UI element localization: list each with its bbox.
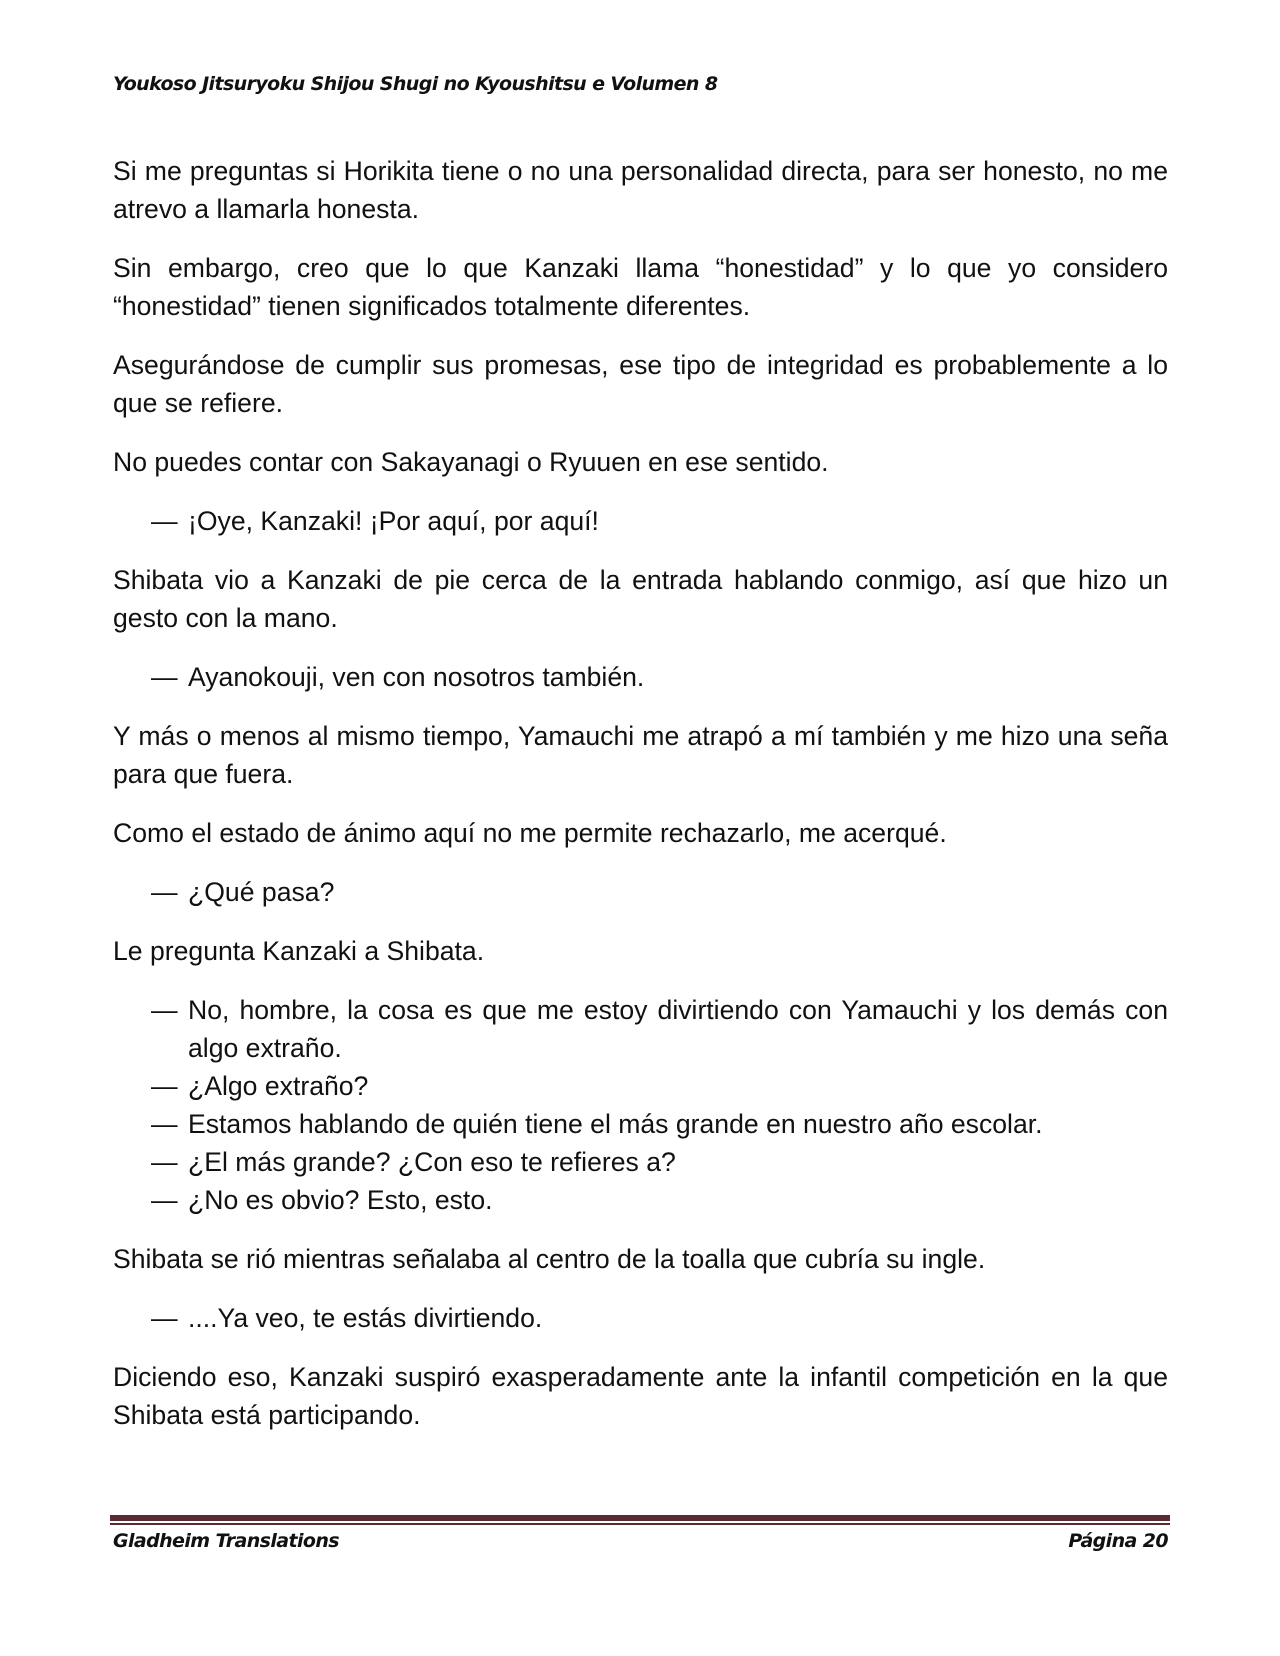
em-dash: — (151, 1071, 178, 1101)
paragraph: Si me preguntas si Horikita tiene o no una personalidad directa, para ser honesto, no me atrevo a llamarla honesta. (113, 156, 1168, 224)
em-dash: — (151, 1185, 178, 1215)
dialogue-text: ¿No es obvio? Esto, esto. (188, 1185, 493, 1215)
paragraph: Shibata se rió mientras señalaba al centro de la toalla que cubría su ingle. (113, 1244, 986, 1274)
dialogue-text: ¿Algo extraño? (188, 1071, 369, 1101)
dialogue-line (113, 1143, 1168, 1181)
em-dash: — (151, 1109, 178, 1139)
paragraph: Y más o menos al mismo tiempo, Yamauchi me atrapó a mí también y me hizo una seña para que fuera. (113, 721, 1168, 789)
dialogue-text: Ayanokouji, ven con nosotros también. (188, 662, 645, 692)
dialogue-line (113, 991, 1168, 1067)
dialogue-line (113, 502, 1168, 540)
dialogue-line (113, 1067, 1168, 1105)
dialogue-group (113, 991, 1168, 1219)
dialogue-text: ¡Oye, Kanzaki! ¡Por aquí, por aquí! (188, 506, 599, 536)
em-dash: — (151, 995, 178, 1025)
paragraph: Shibata vio a Kanzaki de pie cerca de la entrada hablando conmigo, así que hizo un gesto con la mano. (113, 565, 1168, 633)
paragraph: Le pregunta Kanzaki a Shibata. (113, 936, 485, 966)
dialogue-line (113, 658, 1168, 696)
dialogue-text: ....Ya veo, te estás divirtiendo. (188, 1303, 543, 1333)
paragraph: Como el estado de ánimo aquí no me permite rechazarlo, me acerqué. (113, 818, 947, 848)
dialogue-line (113, 1105, 1168, 1143)
em-dash: — (151, 877, 178, 907)
paragraph: Asegurándose de cumplir sus promesas, ese tipo de integridad es probablemente a lo que se refiere. (113, 350, 1168, 418)
dialogue-text: ¿El más grande? ¿Con eso te refieres a? (188, 1147, 676, 1177)
body-text (113, 152, 1168, 1455)
dialogue-line (113, 1299, 1168, 1337)
paragraph: No puedes contar con Sakayanagi o Ryuuen en ese sentido. (113, 447, 829, 477)
em-dash: — (151, 1303, 178, 1333)
footer-divider-thick (110, 1515, 1170, 1521)
em-dash: — (151, 506, 178, 536)
dialogue-text: No, hombre, la cosa es que me estoy divirtiendo con Yamauchi y los demás con algo extraño. (188, 995, 1168, 1063)
footer-translator-credit: Gladheim Translations (113, 1530, 339, 1552)
dialogue-text: Estamos hablando de quién tiene el más grande en nuestro año escolar. (188, 1109, 1043, 1139)
dialogue-text: ¿Qué pasa? (188, 877, 335, 907)
dialogue-line (113, 873, 1168, 911)
paragraph: Diciendo eso, Kanzaki suspiró exasperadamente ante la infantil competición en la que Shibata está participando. (113, 1362, 1168, 1430)
dialogue-line (113, 1181, 1168, 1219)
paragraph: Sin embargo, creo que lo que Kanzaki llama “honestidad” y lo que yo considero “honestidad” tienen significados totalmente diferentes. (113, 253, 1168, 321)
em-dash: — (151, 662, 178, 692)
running-header-title: Youkoso Jitsuryoku Shijou Shugi no Kyoushitsu e Volumen 8 (113, 73, 718, 95)
em-dash: — (151, 1147, 178, 1177)
footer-page-number: Página 20 (1068, 1530, 1168, 1552)
footer-divider-thin (110, 1523, 1170, 1525)
